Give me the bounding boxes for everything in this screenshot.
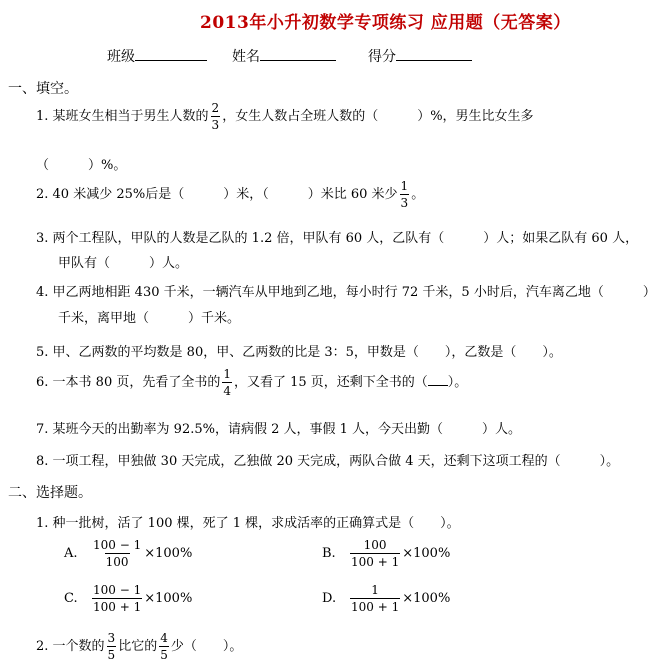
- fraction-num: 1: [223, 367, 231, 381]
- s1-q1-line2: （ ）%。: [36, 158, 127, 173]
- fraction: [92, 584, 142, 613]
- s1-q2-text-b: 。: [411, 187, 425, 202]
- s1-q2-text-a: 2. 40 米减少 25%后是（ ）米，（ ）米比 60 米少: [36, 187, 398, 202]
- fraction-num: 1: [400, 179, 409, 193]
- fraction-num: 100: [363, 538, 387, 552]
- s1-q1-text-a: 1. 某班女生相当于男生人数的: [36, 109, 209, 124]
- name-label: 姓名: [232, 49, 260, 65]
- s2-q2: [36, 632, 242, 661]
- name-field: [232, 46, 336, 66]
- option-tail: ×100%: [402, 591, 451, 606]
- fraction-den: 5: [107, 648, 116, 662]
- option-tail: ×100%: [144, 591, 193, 606]
- option-d[interactable]: [322, 584, 450, 613]
- option-label: A.: [64, 546, 78, 561]
- fraction-num: 2: [211, 101, 220, 115]
- section1-heading: 一、填空。: [8, 81, 78, 97]
- fraction: [350, 584, 400, 613]
- score-label: 得分: [368, 49, 396, 65]
- fraction-num: 100 − 1: [93, 538, 142, 552]
- option-a[interactable]: [64, 539, 192, 568]
- fraction-den: 4: [223, 384, 231, 398]
- fraction: [222, 368, 232, 397]
- s2-q2-text-b: 比它的: [118, 639, 158, 654]
- score-blank[interactable]: [396, 46, 472, 61]
- s2-q2-text-a: 2. 一个数的: [36, 639, 105, 654]
- s1-q1-text-b: ，女生人数占全班人数的（ ）%，男生比女生多: [222, 109, 534, 124]
- class-field: [107, 46, 207, 66]
- fraction: [211, 102, 221, 131]
- s1-q7: 7. 某班今天的出勤率为 92.5%，请病假 2 人，事假 1 人，今天出勤（ ）人。: [36, 422, 522, 437]
- s1-q5: 5. 甲、乙两数的平均数是 80，甲、乙两数的比是 3：5，甲数是（ ），乙数是（ ）。: [36, 345, 562, 360]
- option-tail: ×100%: [144, 546, 193, 561]
- score-field: [368, 46, 472, 66]
- fraction-den: 5: [160, 648, 168, 662]
- s1-q3-line1: 3. 两个工程队，甲队的人数是乙队的 1.2 倍，甲队有 60 人，乙队有（ ）人；如果乙队有 60 人，: [36, 231, 639, 246]
- fraction: [400, 180, 410, 209]
- s1-q3-line2: 甲队有（ ）人。: [58, 256, 189, 271]
- s2-q1: 1. 种一批树，活了 100 棵，死了 1 棵，求成活率的正确算式是（ ）。: [36, 516, 460, 531]
- option-label: C.: [64, 591, 78, 606]
- fraction: [107, 632, 117, 661]
- fraction-num: 1: [371, 583, 379, 597]
- s1-q1-line1: [36, 102, 534, 131]
- fraction-num: 100 − 1: [93, 583, 142, 597]
- section2-heading: 二、选择题。: [8, 485, 92, 501]
- fraction-num: 4: [160, 631, 168, 645]
- s1-q2: [36, 180, 424, 209]
- s1-q6-text-a: 6. 一本书 80 页，先看了全书的: [36, 375, 221, 390]
- s1-q8: 8. 一项工程，甲独做 30 天完成，乙独做 20 天完成，两队合做 4 天，还剩下这项工程的（ ）。: [36, 454, 620, 469]
- option-tail: ×100%: [402, 546, 451, 561]
- fraction-den: 100 + 1: [93, 600, 142, 614]
- option-label: D.: [322, 591, 337, 606]
- s1-q4-line2: 千米，离甲地（ ）千米。: [58, 311, 241, 326]
- fraction: [350, 539, 400, 568]
- page-title: 2013年小升初数学专项练习 应用题（无答案）: [200, 13, 571, 33]
- fraction-den: 3: [211, 118, 220, 132]
- option-c[interactable]: [64, 584, 192, 613]
- fraction: [92, 539, 142, 568]
- s1-q4-line1: 4. 甲乙两地相距 430 千米，一辆汽车从甲地到乙地，每小时行 72 千米，5 小时后，汽车离乙地（ ）: [36, 285, 656, 300]
- class-blank[interactable]: [135, 46, 207, 61]
- name-blank[interactable]: [260, 46, 336, 61]
- s1-q6: [36, 368, 467, 397]
- fraction: [159, 632, 169, 661]
- answer-blank[interactable]: [428, 375, 448, 386]
- fraction-den: 100: [105, 555, 129, 569]
- s1-q6-text-b: ，又看了 15 页，还剩下全书的（: [233, 375, 428, 390]
- class-label: 班级: [107, 49, 135, 65]
- s2-q2-text-c: 少（ ）。: [170, 639, 243, 654]
- fraction-den: 3: [400, 196, 409, 210]
- fraction-den: 100 + 1: [351, 555, 400, 569]
- fraction-num: 3: [107, 631, 116, 645]
- option-b[interactable]: [322, 539, 450, 568]
- s1-q6-text-c: ）。: [447, 375, 468, 390]
- option-label: B.: [322, 546, 336, 561]
- fraction-den: 100 + 1: [351, 600, 400, 614]
